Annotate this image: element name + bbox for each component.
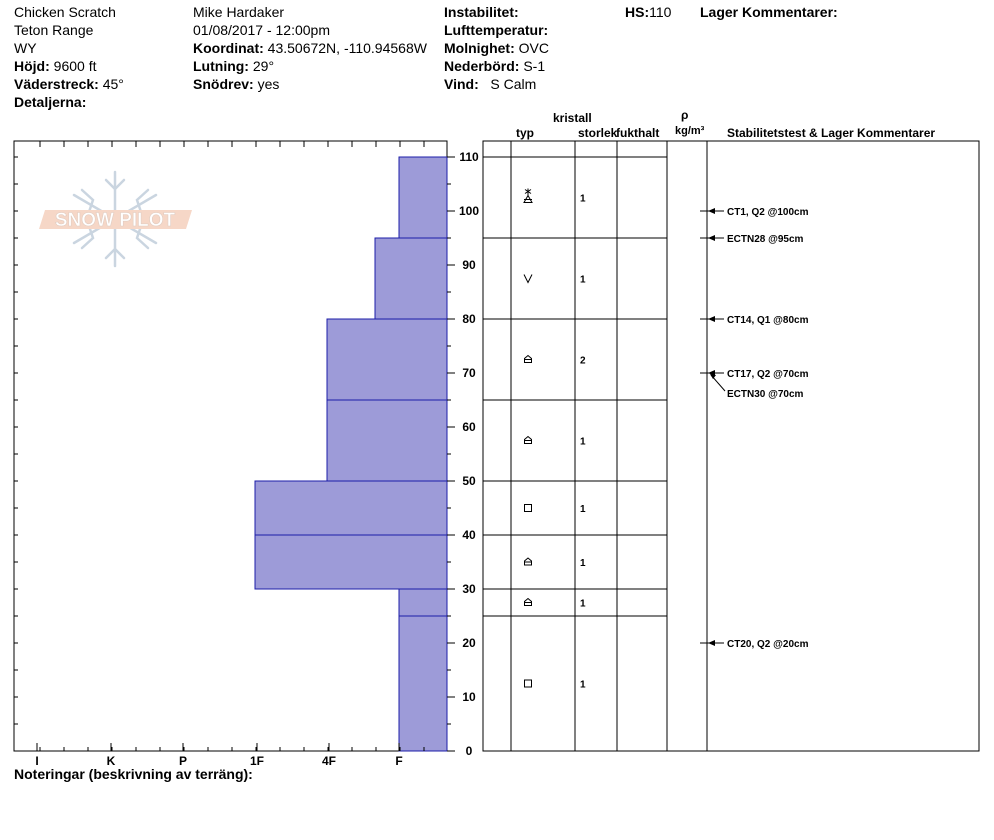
details-label: Detaljerna:	[14, 94, 87, 110]
size-header: storlek	[578, 126, 618, 140]
sky-value: OVC	[518, 40, 549, 56]
hardness-label: P	[178, 754, 188, 768]
precip-value: S-1	[523, 58, 546, 74]
hs-label: HS:	[625, 4, 650, 20]
hardness-bar	[327, 400, 447, 481]
moisture-header: fukthalt	[616, 126, 660, 140]
range-name: Teton Range	[14, 22, 94, 38]
hardness-bar	[399, 616, 447, 751]
height-label: 90	[462, 258, 476, 272]
crystal-size: 1	[580, 679, 586, 691]
stability-header: Stabilitetstest & Lager Kommentarer	[727, 126, 936, 140]
stability-test-label: CT1, Q2 @100cm	[727, 207, 809, 218]
test-arrowhead	[708, 235, 715, 241]
height-label: 110	[459, 150, 479, 164]
surface-hoar-icon	[524, 189, 532, 203]
height-label: 100	[458, 204, 480, 218]
crystal-size: 1	[580, 598, 586, 610]
hardness-label: I	[35, 754, 39, 768]
snowpilot-logo	[39, 172, 192, 266]
table-frame	[483, 141, 979, 751]
height-label: 20	[462, 636, 476, 650]
instability-label: Instabilitet:	[444, 4, 519, 20]
test-arrowhead	[708, 640, 715, 646]
hardness-bar	[399, 157, 447, 238]
layer-table	[483, 141, 979, 751]
hardness-plot	[14, 141, 479, 768]
crystal-size: 1	[580, 558, 586, 569]
slope-value: 29°	[252, 58, 275, 74]
hardness-label: F	[395, 754, 403, 768]
airtemp-label: Lufttemperatur:	[444, 22, 549, 38]
density-unit-header: kg/m³	[675, 125, 705, 137]
coordinates-label: Koordinat:	[193, 40, 264, 56]
height-label: 10	[462, 690, 476, 704]
crystal-size: 2	[580, 355, 586, 367]
height-label: 80	[462, 312, 476, 326]
precip-label: Nederbörd:	[444, 58, 520, 74]
stability-test-label: ECTN30 @70cm	[727, 389, 804, 400]
faceted-crystal-icon	[525, 680, 532, 687]
stability-test-label: CT20, Q2 @20cm	[727, 639, 809, 650]
height-label: 40	[462, 528, 476, 542]
crystal-size: 1	[580, 193, 586, 205]
height-label: 60	[462, 420, 476, 434]
hardness-bar	[327, 319, 447, 400]
observation-datetime: 01/08/2017 - 12:00pm	[193, 22, 330, 38]
wind-label: Vind:	[444, 76, 479, 92]
notes-label: Noteringar (beskrivning av terräng):	[14, 766, 253, 782]
hardness-label: 4F	[321, 754, 337, 768]
hardness-bar	[399, 589, 447, 616]
rho-header: ρ	[681, 108, 689, 122]
location-name: Chicken Scratch	[14, 4, 116, 20]
hardness-bar	[375, 238, 447, 319]
crystal-size: 1	[580, 504, 586, 515]
crystal-header: kristall	[553, 111, 592, 125]
test-arrowhead	[710, 374, 716, 379]
hardness-label: 1F	[249, 754, 265, 768]
precipitation-icon	[524, 275, 532, 283]
depth-hoar-icon	[525, 356, 532, 363]
aspect-value: 45°	[102, 76, 124, 92]
faceted-crystal-icon	[525, 505, 532, 512]
stability-tests	[700, 207, 809, 650]
stability-test-label: CT14, Q1 @80cm	[727, 315, 809, 326]
depth-hoar-icon	[525, 437, 532, 444]
observer-name: Mike Hardaker	[193, 4, 285, 20]
wind-value: S Calm	[490, 76, 537, 92]
elevation-value: 9600 ft	[53, 58, 97, 74]
stability-test-label: ECTN28 @95cm	[727, 234, 804, 245]
state-name: WY	[14, 40, 37, 56]
height-label: 50	[462, 474, 476, 488]
test-arrowhead	[708, 208, 715, 214]
height-label: 70	[462, 366, 476, 380]
height-label: 0	[465, 744, 473, 758]
hardness-bar	[255, 481, 447, 535]
crystal-size: 1	[580, 436, 586, 448]
type-header: typ	[516, 126, 534, 140]
test-arrowhead	[708, 316, 715, 322]
drift-label: Snödrev:	[193, 76, 254, 92]
crystal-size: 1	[580, 274, 586, 286]
depth-hoar-icon	[525, 558, 532, 565]
logo-text: SNOW PILOT	[54, 210, 176, 231]
aspect-label: Väderstreck:	[14, 76, 99, 92]
drift-value: yes	[257, 76, 280, 92]
hs-value: 110	[649, 4, 672, 20]
hardness-label: K	[106, 754, 116, 768]
coordinates-value: 43.50672N, -110.94568W	[267, 40, 427, 56]
depth-hoar-icon	[525, 599, 532, 606]
layer-comments-label: Lager Kommentarer:	[700, 4, 838, 20]
stability-test-label: CT17, Q2 @70cm	[727, 369, 809, 380]
elevation-label: Höjd:	[14, 58, 50, 74]
height-label: 30	[462, 582, 476, 596]
sky-label: Molnighet:	[444, 40, 515, 56]
hardness-bar	[255, 535, 447, 589]
slope-label: Lutning:	[193, 58, 249, 74]
